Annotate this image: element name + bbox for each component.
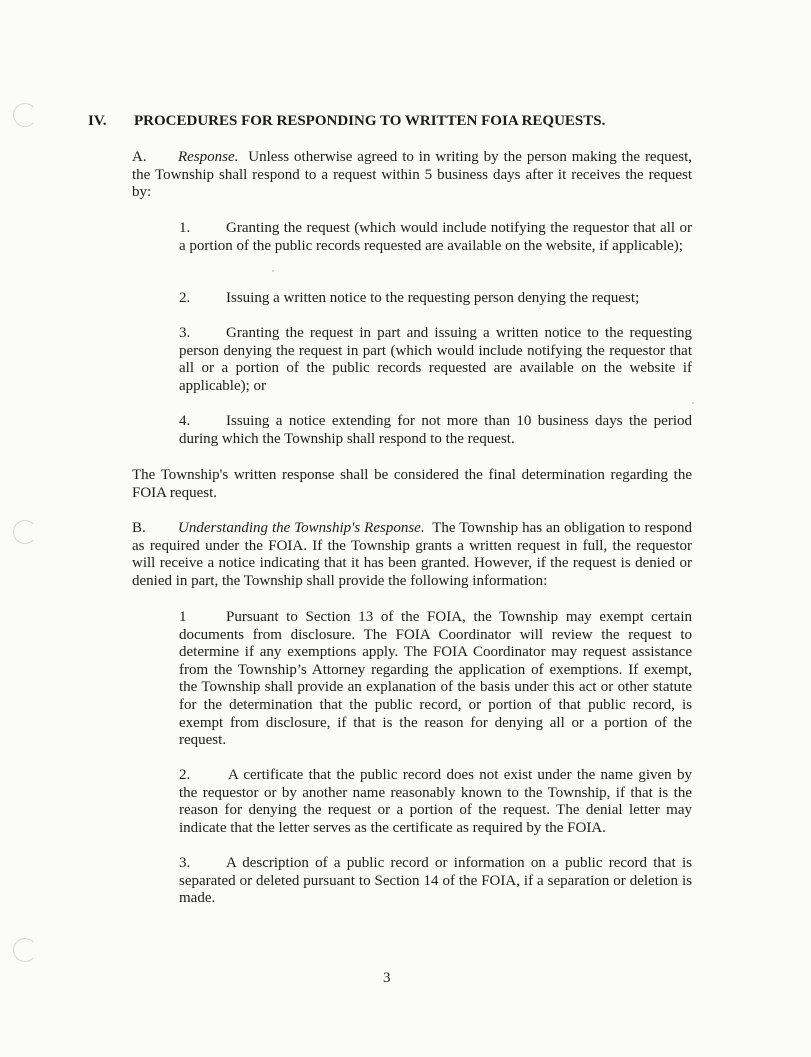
list-item-text: Granting the request in part and issuing a written notice to the requesting person denying the request in part (which would include notifying the requestor that all or a portion of the public records requested are available on the website if applicable); or bbox=[179, 325, 692, 394]
punch-hole-mark bbox=[13, 938, 37, 962]
part-b-paragraph bbox=[132, 520, 692, 590]
list-item-number: 2. bbox=[179, 767, 191, 783]
list-item bbox=[179, 413, 692, 448]
list-item-text: Issuing a written notice to the requesting person denying the request; bbox=[226, 290, 640, 306]
scan-speck bbox=[272, 270, 274, 272]
part-a-label: Response. bbox=[178, 149, 239, 165]
part-a-letter: A. bbox=[132, 149, 147, 165]
list-item-number: 1. bbox=[179, 220, 191, 236]
part-a-closing: The Township's written response shall be considered the final determination regarding the FOIA request. bbox=[132, 467, 692, 501]
list-item-text: A certificate that the public record does not exist under the name given by the requestor or by another name reasonably known to the Township, if that is the reason for denying the request or a portion of the request. The denial letter may indicate that the letter serves as the certificate as required by the FOIA. bbox=[179, 767, 692, 836]
list-item bbox=[179, 220, 692, 255]
list-item-text: Granting the request (which would include notifying the requestor that all or a portion of the public records requested are available on the website, if applicable); bbox=[179, 220, 692, 254]
list-item bbox=[179, 767, 692, 837]
page-number: 3 bbox=[383, 970, 391, 986]
list-item-text: A description of a public record or information on a public record that is separated or deleted pursuant to Section 14 of the FOIA, if a separation or deletion is made. bbox=[179, 855, 692, 907]
section-heading bbox=[88, 112, 648, 131]
list-item-number: 4. bbox=[179, 413, 191, 429]
punch-hole-mark bbox=[13, 520, 37, 544]
list-item-number: 3. bbox=[179, 855, 191, 871]
scan-speck bbox=[692, 402, 694, 404]
section-title: PROCEDURES FOR RESPONDING TO WRITTEN FOIA REQUESTS. bbox=[134, 113, 606, 129]
list-item-text: Pursuant to Section 13 of the FOIA, the Township may exempt certain documents from disclosure. The FOIA Coordinator will review the request to determine if any exemptions apply. The FOIA Coordinator may request assistance from the Township’s Attorney regarding the application of exemptions. If exempt, the Township shall provide an explanation of the basis under this act or other statute for the determination that the public record, or portion of that public record, is exempt from disclosure, if that is the reason for denying all or a portion of the request. bbox=[179, 609, 692, 749]
list-item-number: 2. bbox=[179, 290, 191, 306]
list-item bbox=[179, 325, 692, 395]
section-number: IV. bbox=[88, 113, 107, 129]
punch-hole-mark bbox=[13, 103, 37, 127]
part-b-letter: B. bbox=[132, 520, 146, 536]
list-item-number: 1 bbox=[179, 609, 187, 625]
list-item-text: Issuing a notice extending for not more than 10 business days the period during which the Township shall respond to the request. bbox=[179, 413, 692, 447]
list-item bbox=[179, 290, 692, 308]
part-a-text: Unless otherwise agreed to in writing by the person making the request, the Township shall respond to a request within 5 business days after it receives the request by: bbox=[132, 149, 693, 201]
part-b-label: Understanding the Township's Response. bbox=[178, 520, 425, 536]
list-item bbox=[179, 855, 692, 908]
list-item bbox=[179, 609, 692, 750]
part-b-text: The Township has an obligation to respond as required under the FOIA. If the Township grants a written request in full, the requestor will receive a notice indicating that it has been granted. However, if the request is denied or denied in part, the Township shall provide the following information: bbox=[132, 520, 693, 589]
list-item-number: 3. bbox=[179, 325, 191, 341]
part-a-paragraph bbox=[132, 149, 692, 202]
